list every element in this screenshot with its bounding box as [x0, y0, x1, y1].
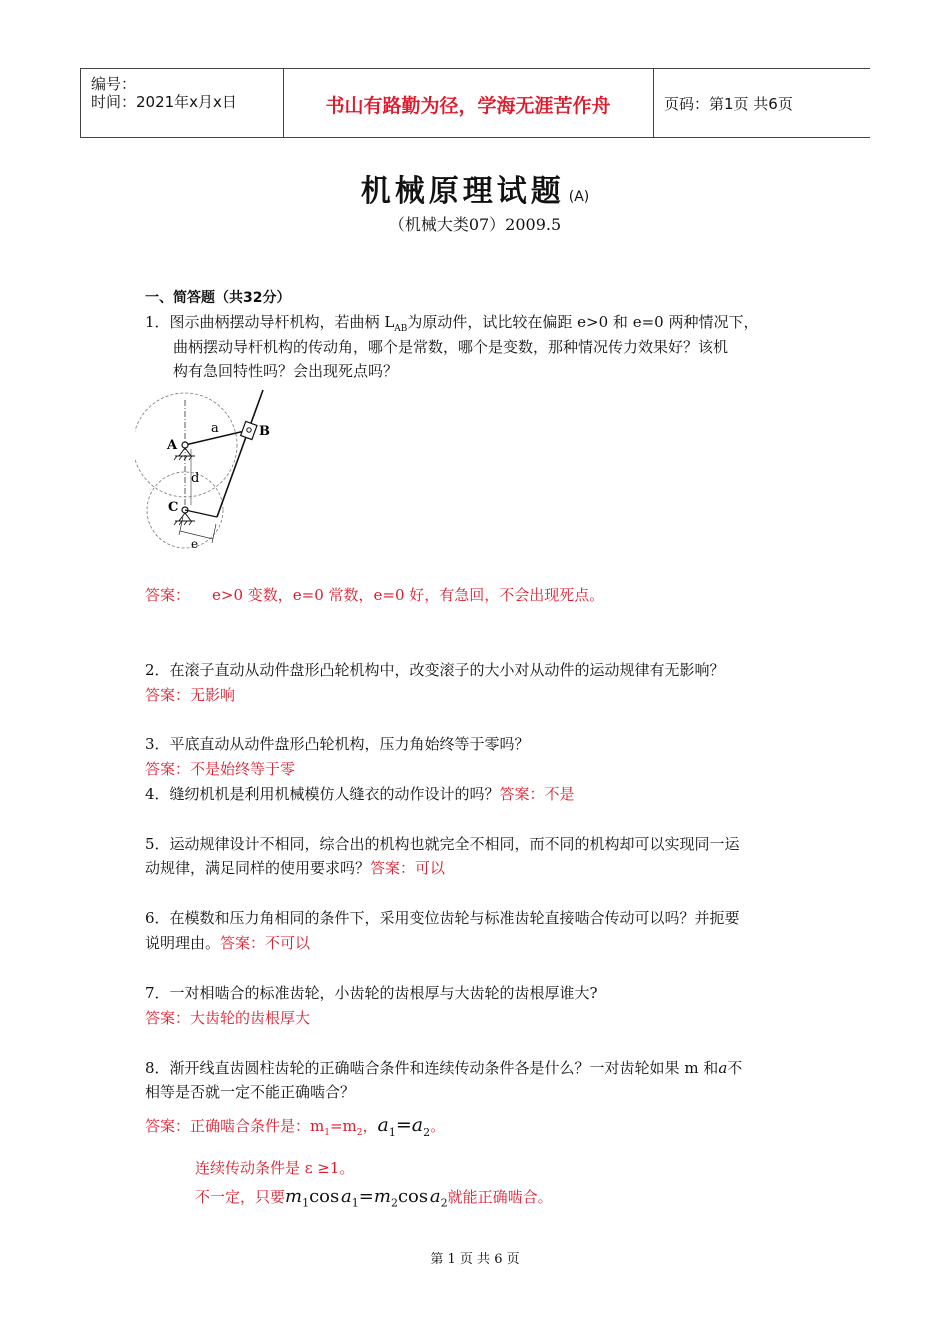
q8-not-suffix: 就能正确啮合。	[447, 1188, 553, 1206]
q8-ca2-sub: 2	[440, 1196, 448, 1210]
q8-not-prefix: 不一定，只要	[195, 1188, 286, 1206]
q8-m2: m	[373, 1186, 391, 1207]
page-subtitle: （机械大类07）2009.5	[388, 215, 562, 234]
q1-line2: 曲柄摆动导杆机构的传动角，哪个是常数，哪个是变数，那种情况传力效果好？该机	[173, 338, 729, 356]
offset-line	[185, 510, 217, 517]
q5-answer: 答案：可以	[370, 859, 446, 877]
q8-alpha-eq	[377, 1114, 431, 1139]
q4-text: 4．缝纫机机是利用机械模仿人缝衣的动作设计的吗？	[145, 785, 500, 803]
q8-a-equals: =	[395, 1114, 412, 1136]
pivot-a	[182, 442, 188, 448]
q8-condition	[195, 1184, 553, 1217]
label-c: C	[168, 500, 179, 515]
q8-line1-end: 不	[727, 1059, 743, 1077]
section-heading: 一、简答题（共32分）	[145, 290, 291, 306]
e-ext-right	[212, 524, 216, 543]
pivot-b	[247, 428, 251, 432]
q8-m1: m	[285, 1186, 303, 1207]
q8-cos2: cos	[397, 1186, 429, 1207]
title-main: 机械原理试题	[360, 174, 565, 209]
q8-ca1-sub: 1	[351, 1196, 359, 1210]
q8-alpha-symbol: a	[718, 1059, 728, 1077]
q8-answer-prefix: 答案：正确啮合条件是：m	[145, 1117, 325, 1135]
q8-line2: 相等是否就一定不能正确啮合？	[145, 1083, 356, 1101]
q8-cos-equals: =	[358, 1186, 374, 1207]
label-b: B	[259, 424, 270, 439]
page-info: 页码：第1页 共6页	[664, 95, 793, 113]
header-cell-meta	[80, 69, 284, 137]
q8-period: 。	[430, 1117, 446, 1135]
q5-line2-text: 动规律，满足同样的使用要求吗？	[145, 859, 371, 877]
q5-line2	[145, 858, 445, 878]
q8-a2-sub: 2	[423, 1125, 431, 1139]
q8-m1-sub: 1	[302, 1196, 310, 1210]
q8-ca1: a	[341, 1186, 352, 1207]
header-cell-page	[654, 69, 870, 137]
q1-line1	[145, 312, 758, 339]
label-d: d	[191, 471, 200, 486]
q1-answer-label: 答案：	[145, 586, 191, 604]
ground-c-hatch	[174, 521, 192, 525]
q8-m-sub1: 1	[324, 1128, 330, 1138]
q5-line1: 5．运动规律设计不相同，综合出的机构也就完全不相同，而不同的机构却可以实现同一运	[145, 835, 740, 853]
q8-comma: ，	[362, 1117, 378, 1135]
q8-a1-sub: 1	[388, 1125, 396, 1139]
q8-m-sub2: 2	[356, 1128, 363, 1138]
q8-ca2: a	[429, 1186, 441, 1207]
q7-answer: 答案：大齿轮的齿根厚大	[145, 1009, 311, 1027]
q8-m-eq: =m	[329, 1117, 357, 1135]
q8-line1-text: 8．渐开线直齿圆柱齿轮的正确啮合条件和连续传动条件各是什么？一对齿轮如果 m 和	[145, 1059, 719, 1077]
q1-line3: 构有急回特性吗？会出现死点吗？	[173, 362, 399, 380]
q4-line	[145, 784, 575, 804]
q6-line2	[145, 933, 310, 953]
q7-text: 7．一对相啮合的标准齿轮，小齿轮的齿根厚与大齿轮的齿根厚谁大?	[145, 984, 598, 1002]
header-table	[80, 68, 870, 138]
q8-a2: a	[411, 1114, 424, 1136]
q3-text: 3．平底直动从动件盘形凸轮机构，压力角始终等于零吗？	[145, 735, 530, 753]
q8-line1	[145, 1058, 742, 1078]
q6-line1: 6．在模数和压力角相同的条件下，采用变位齿轮与标准齿轮直接啮合传动可以吗？并扼要	[145, 909, 740, 927]
q8-cos1: cos	[309, 1186, 340, 1207]
q1-answer-text: e>0 变数，e=0 常数，e=0 好，有急回，不会出现死点。	[212, 586, 605, 604]
label-a: A	[167, 438, 178, 453]
title-suffix: (A)	[568, 189, 590, 205]
q8-answer	[145, 1112, 445, 1146]
q8-a1: a	[377, 1114, 389, 1136]
q1-line1-sub: AB	[394, 324, 408, 334]
guide-rod	[217, 390, 263, 517]
q6-answer: 答案：不可以	[220, 934, 311, 952]
page-footer: 第 1 页 共 6 页	[430, 1252, 520, 1267]
q4-answer: 答案：不是	[499, 785, 575, 803]
mechanism-figure	[135, 385, 285, 560]
date-line: 时间：2021年x月x日	[91, 93, 237, 111]
header-cell-motto	[283, 69, 654, 137]
q3-answer: 答案：不是始终等于零	[145, 760, 296, 778]
label-e: e	[191, 537, 199, 551]
ground-a-hatch	[174, 456, 192, 460]
q1-line1-rest: 为原动件，试比较在偏距 e>0 和 e=0 两种情况下，	[407, 313, 759, 331]
q6-line2-text: 说明理由。	[145, 934, 221, 952]
q1-line1-text: 1．图示曲柄摆动导杆机构，若曲柄 L	[145, 313, 395, 331]
q2-text: 2．在滚子直动从动件盘形凸轮机构中，改变滚子的大小对从动件的运动规律有无影响？	[145, 661, 725, 679]
support-c	[179, 513, 191, 521]
q1-answer	[145, 585, 604, 605]
q8-cos-eq	[285, 1186, 448, 1210]
motto: 书山有路勤为径，学海无涯苦作舟	[325, 95, 611, 117]
page-title	[0, 166, 950, 210]
q2-answer: 答案：无影响	[145, 686, 236, 704]
label-link-a: a	[211, 421, 219, 436]
q8-m2-sub: 2	[390, 1196, 398, 1210]
number-label: 编号：	[91, 75, 137, 93]
q8-continuous: 连续传动条件是 ε ≥1。	[195, 1159, 355, 1177]
